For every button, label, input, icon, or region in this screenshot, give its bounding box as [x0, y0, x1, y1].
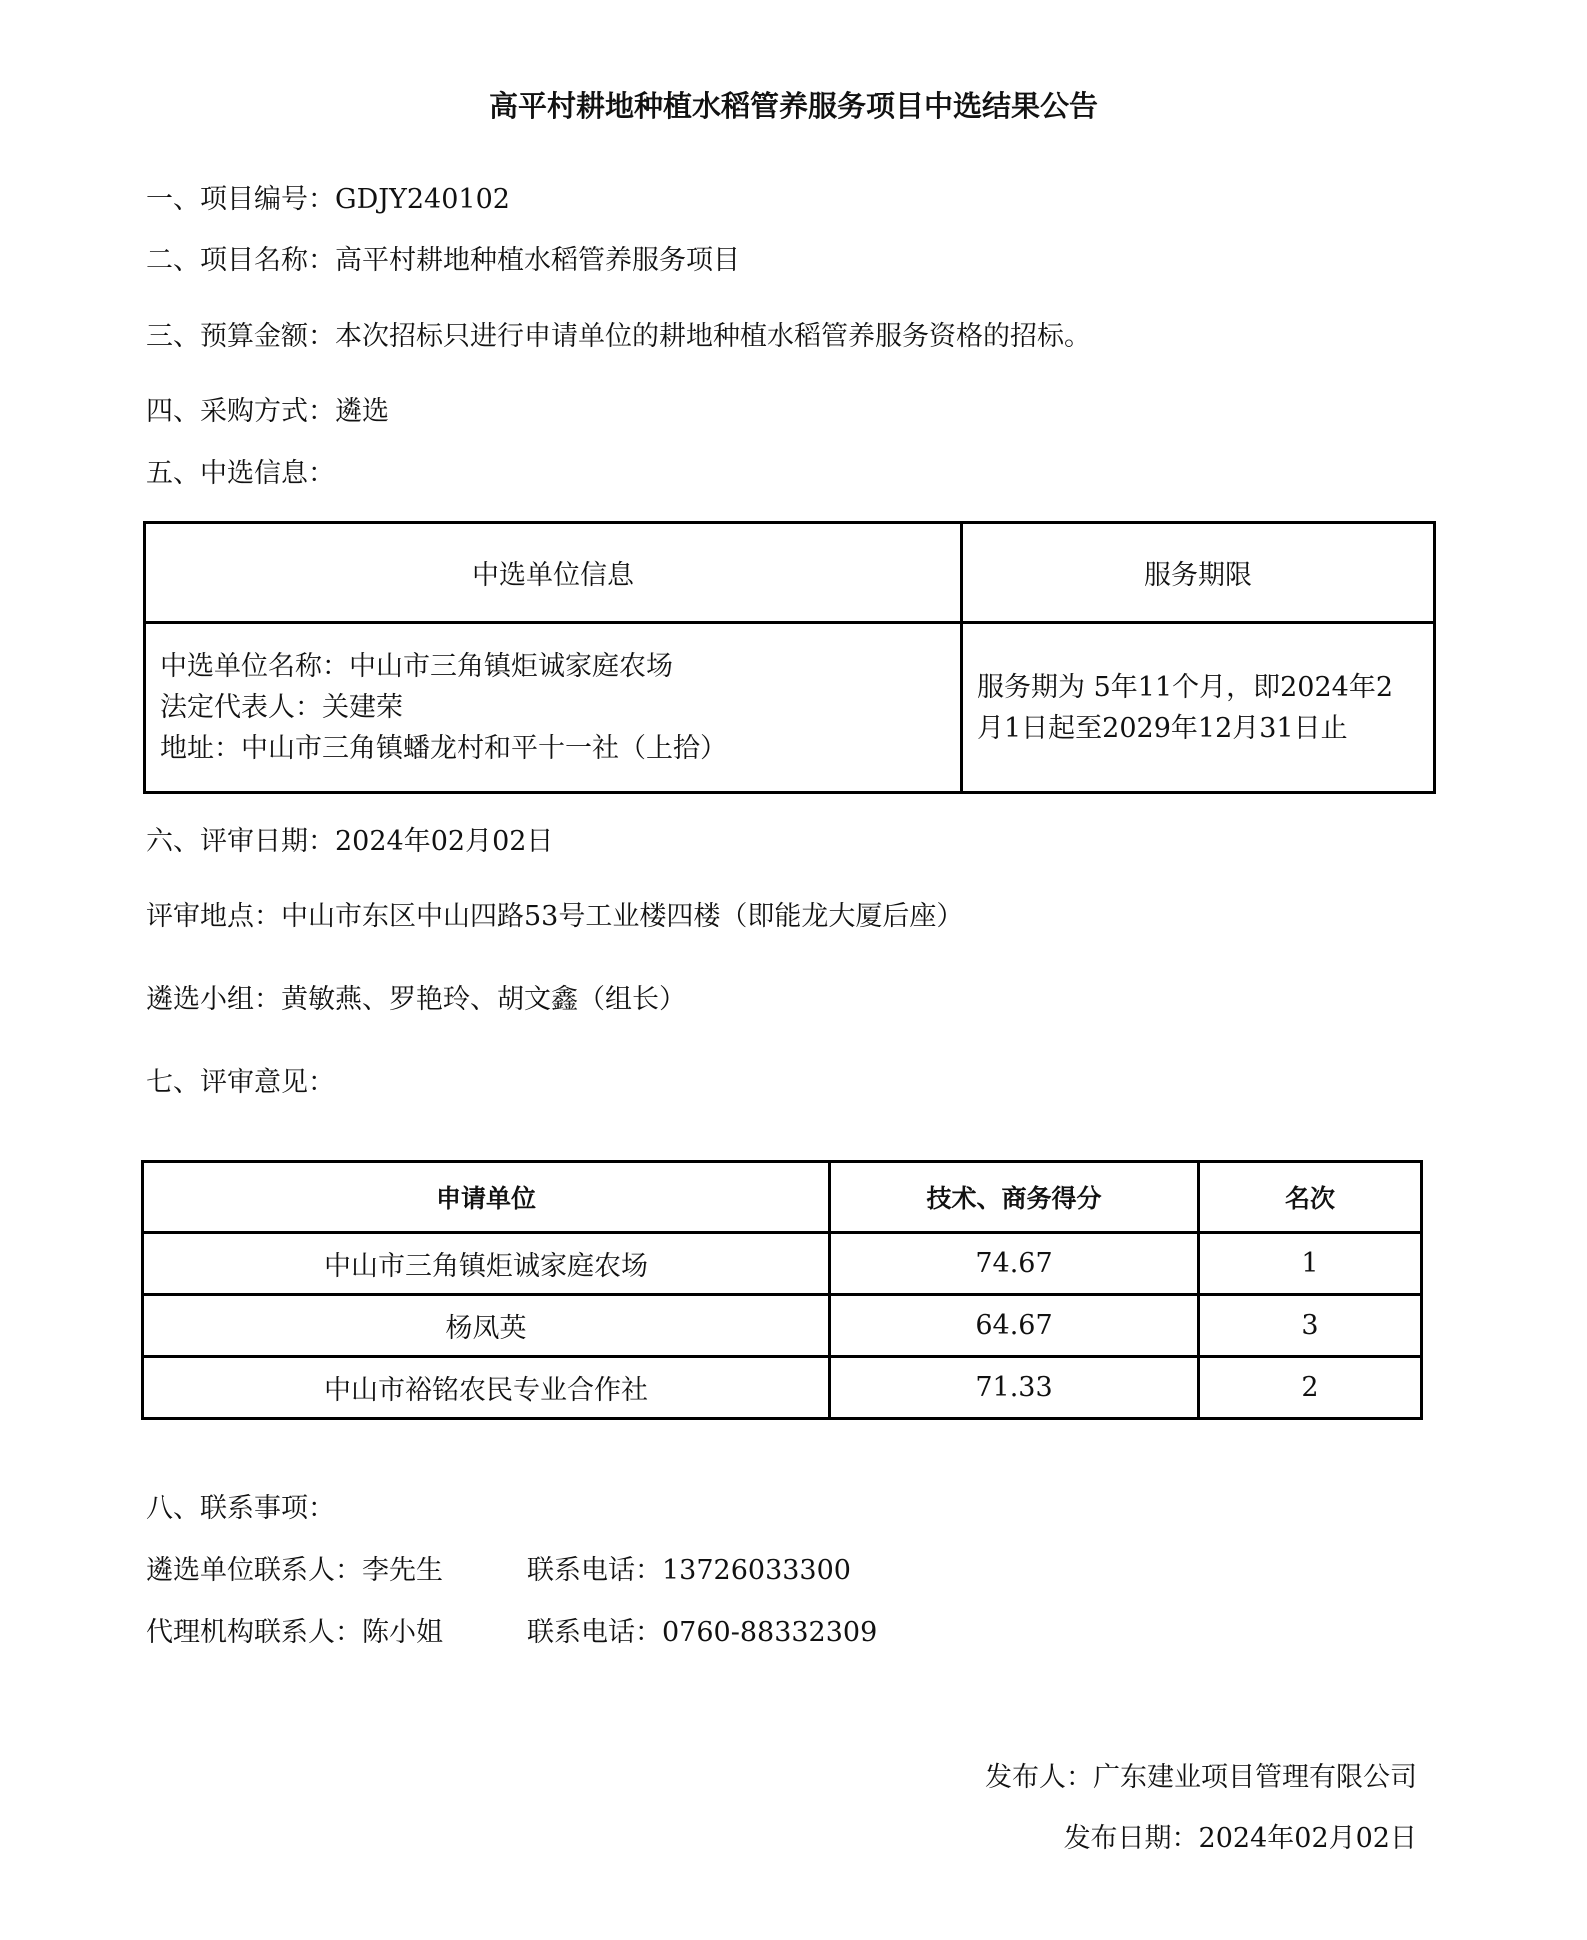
project-name: 二、项目名称：高平村耕地种植水稻管养服务项目 [146, 245, 740, 276]
table-row [143, 1357, 1422, 1419]
publisher: 发布人：广东建业项目管理有限公司 [985, 1762, 1417, 1793]
applicant-name: 杨凤英 [143, 1295, 830, 1357]
selection-table [143, 521, 1436, 794]
procurement-method: 四、采购方式：遴选 [146, 396, 389, 427]
review-date: 六、评审日期：2024年02月02日 [146, 826, 554, 857]
header-score: 技术、商务得分 [830, 1162, 1199, 1233]
unit-info-cell [145, 623, 962, 793]
project-number: 一、项目编号：GDJY240102 [146, 184, 510, 215]
score: 74.67 [830, 1233, 1199, 1295]
unit-address: 地址：中山市三角镇蟠龙村和平十一社（上拾） [160, 733, 727, 764]
contact1-phone: 联系电话：13726033300 [527, 1555, 851, 1586]
applicant-name: 中山市三角镇炬诚家庭农场 [143, 1233, 830, 1295]
service-period-cell: 服务期为 5年11个月，即2024年2月1日起至2029年12月31日止 [962, 623, 1435, 793]
header-applicant: 申请单位 [143, 1162, 830, 1233]
review-place: 评审地点：中山市东区中山四路53号工业楼四楼（即能龙大厦后座） [146, 901, 964, 932]
header-rank: 名次 [1199, 1162, 1422, 1233]
table-row [143, 1295, 1422, 1357]
applicant-name: 中山市裕铭农民专业合作社 [143, 1357, 830, 1419]
score: 64.67 [830, 1295, 1199, 1357]
contact2-name: 代理机构联系人：陈小姐 [146, 1617, 443, 1648]
review-opinion-heading: 七、评审意见： [146, 1067, 335, 1098]
contact-heading: 八、联系事项： [146, 1493, 335, 1524]
score: 71.33 [830, 1357, 1199, 1419]
selection-panel: 遴选小组：黄敏燕、罗艳玲、胡文鑫（组长） [146, 984, 686, 1015]
selection-info-heading: 五、中选信息： [146, 458, 335, 489]
score-table [141, 1160, 1423, 1420]
header-unit-info: 中选单位信息 [145, 523, 962, 623]
budget: 三、预算金额：本次招标只进行申请单位的耕地种植水稻管养服务资格的招标。 [146, 321, 1091, 352]
legal-representative: 法定代表人：关建荣 [160, 692, 403, 723]
contact2-phone: 联系电话：0760-88332309 [527, 1617, 878, 1648]
unit-name: 中选单位名称：中山市三角镇炬诚家庭农场 [160, 651, 673, 682]
publish-date: 发布日期：2024年02月02日 [1063, 1823, 1417, 1854]
rank: 3 [1199, 1295, 1422, 1357]
header-service-period: 服务期限 [962, 523, 1435, 623]
rank: 2 [1199, 1357, 1422, 1419]
table-row [143, 1233, 1422, 1295]
document-title: 高平村耕地种植水稻管养服务项目中选结果公告 [488, 89, 1098, 123]
contact1-name: 遴选单位联系人：李先生 [146, 1555, 443, 1586]
rank: 1 [1199, 1233, 1422, 1295]
